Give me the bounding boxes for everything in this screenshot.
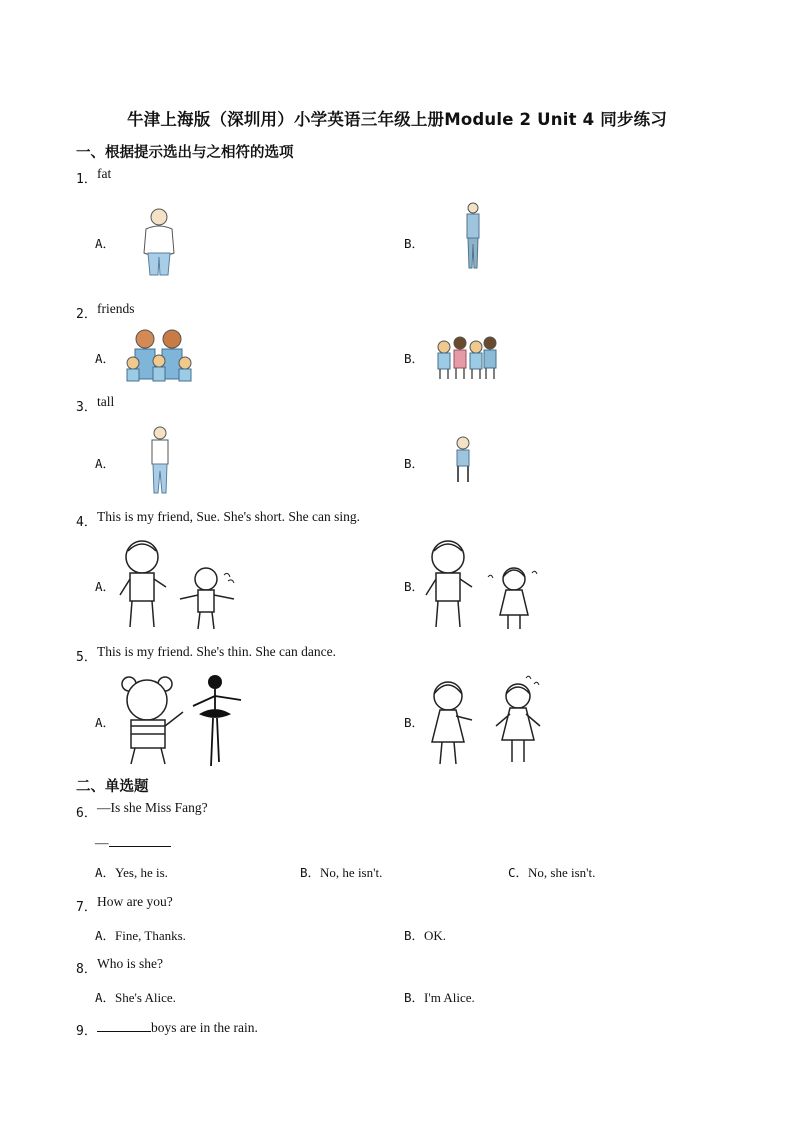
answer-line[interactable]: —: [95, 833, 171, 851]
option-label[interactable]: A．: [95, 579, 116, 594]
option-label[interactable]: B．: [404, 579, 425, 594]
question-text[interactable]: boys are in the rain.: [97, 1018, 258, 1036]
option-label[interactable]: A．: [95, 456, 116, 471]
option-b[interactable]: B．I'm Alice.: [404, 990, 475, 1005]
option-label[interactable]: A．: [95, 236, 116, 251]
question-text: —Is she Miss Fang?: [97, 800, 208, 815]
girl-and-singing-girl-illustration[interactable]: [426, 670, 552, 768]
question-text: friends: [97, 301, 135, 316]
option-label[interactable]: A．: [95, 351, 116, 366]
question-text: How are you?: [97, 894, 173, 909]
question-number: 9．: [76, 1024, 97, 1039]
bear-and-ballerina-illustration[interactable]: [117, 670, 253, 768]
question-number: 6．: [76, 806, 97, 821]
question-text: fat: [97, 166, 112, 181]
page-title: 牛津上海版（深圳用）小学英语三年级上册Module 2 Unit 4 同步练习: [126, 110, 668, 129]
question-text: tall: [97, 394, 115, 409]
option-a[interactable]: A．Fine, Thanks.: [95, 928, 186, 943]
option-c[interactable]: C．No, she isn't.: [508, 865, 596, 880]
option-label[interactable]: A．: [95, 715, 116, 730]
question-number: 8．: [76, 962, 97, 977]
short-boy-illustration[interactable]: [452, 434, 474, 484]
question-number: 2．: [76, 307, 97, 322]
option-b[interactable]: B．No, he isn't.: [300, 865, 383, 880]
option-b[interactable]: B．OK.: [404, 928, 447, 943]
option-a[interactable]: A．Yes, he is.: [95, 865, 168, 880]
option-label[interactable]: B．: [404, 456, 425, 471]
question-text: This is my friend, Sue. She's short. She can sing.: [97, 509, 361, 524]
option-label[interactable]: B．: [404, 351, 425, 366]
fill-blank[interactable]: [97, 1018, 151, 1032]
question-text: This is my friend. She's thin. She can dance.: [97, 644, 337, 659]
option-label[interactable]: B．: [404, 715, 425, 730]
option-a[interactable]: A．She's Alice.: [95, 990, 176, 1005]
question-number: 4．: [76, 515, 97, 530]
section-heading-2: 二、单选题: [76, 779, 149, 795]
section-heading-1: 一、根据提示选出与之相符的选项: [76, 145, 294, 161]
option-label[interactable]: B．: [404, 236, 425, 251]
thin-man-illustration[interactable]: [462, 200, 484, 270]
question-text: Who is she?: [97, 956, 163, 971]
tall-man-illustration[interactable]: [146, 425, 174, 495]
children-friends-illustration[interactable]: [434, 333, 500, 381]
question-number: 3．: [76, 400, 97, 415]
question-number: 7．: [76, 900, 97, 915]
question-number: 5．: [76, 650, 97, 665]
boy-and-singing-boy-illustration[interactable]: [118, 537, 240, 633]
question-number: 1．: [76, 172, 97, 187]
family-group-illustration[interactable]: [125, 327, 193, 382]
fat-man-illustration[interactable]: [138, 205, 180, 277]
boy-and-singing-girl-illustration[interactable]: [424, 537, 546, 633]
